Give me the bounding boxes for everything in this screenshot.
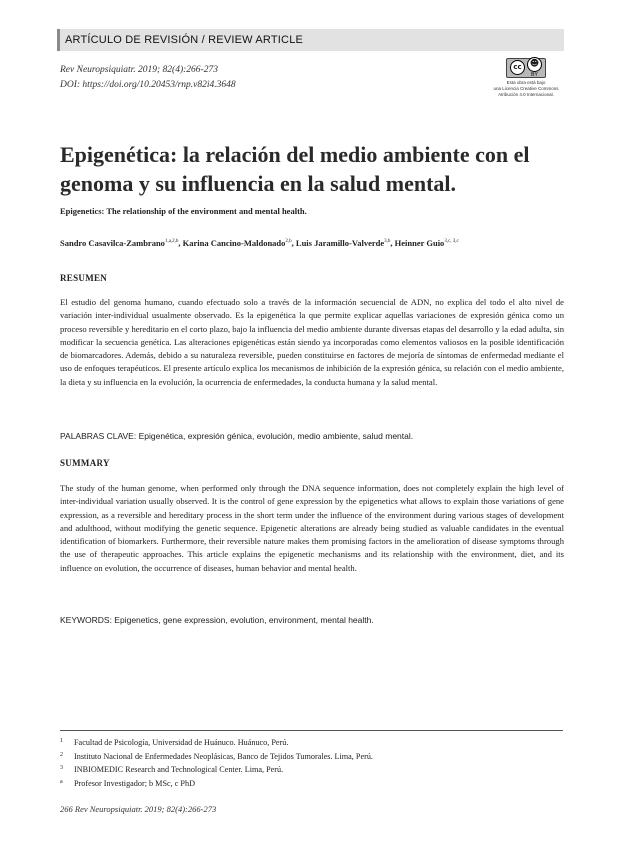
author-name: Karina Cancino-Maldonado xyxy=(182,237,286,248)
footnote-marker: 2 xyxy=(60,751,63,758)
author-4 xyxy=(395,238,459,248)
resumen-heading: RESUMEN xyxy=(60,273,108,283)
footnote-text: Instituto Nacional de Enfermedades Neoplásicas, Banco de Tejidos Tumorales. Lima, Perú. xyxy=(74,751,373,761)
resumen-body: El estudio del genoma humano, cuando efectuado solo a través de la información secuencial de ADN, no explica del todo el alto nivel de variación inter-individual usualmente observado. Es la epigenética la que permite explicar aquellas variaciones de expresión génica como un proceso reversible y hereditario en el corto plazo, bajo la influencia del medio ambiente durante diversas etapas del desarrollo y la edad adulta, sin modificar la secuencia genética. Las alteraciones epigenéticas están siendo ya incorporadas como elementos valiosos en la posible identificación de biomarcadores. Además, debido a su naturaleza reversible, pueden constituirse en factores de mejoría de síntomas de enfermedad mediante el uso de enfoques terapéuticos. El presente artículo explica los mecanismos de inhibición de la expresión génica, su relación con el medio ambiente, la dieta y su influencia en la evolución, la ocurrencia de enfermedades, la conducta humana y la salud mental. xyxy=(60,297,564,387)
footnote-item xyxy=(60,750,564,764)
author-name: Sandro Casavilca-Zambrano xyxy=(60,237,165,248)
author-separator: , xyxy=(390,237,395,248)
author-list xyxy=(60,234,570,251)
author-affiliation: 2,b xyxy=(285,239,292,244)
footnote-divider xyxy=(60,730,563,731)
author-2 xyxy=(183,238,296,248)
doi-link[interactable]: DOI: https://doi.org/10.20453/rnp.v82i4.3648 xyxy=(60,80,236,90)
cc-by-badge[interactable] xyxy=(506,58,546,78)
license-line-1: Esta obra está bajo xyxy=(506,79,546,85)
page-footer: 266 Rev Neuropsiquiatr. 2019; 82(4):266-273 xyxy=(60,804,217,814)
license-line-2[interactable]: una Licencia Creative Commons xyxy=(493,85,559,91)
footnote-text: INBIOMEDIC Research and Technological Center. Lima, Perú. xyxy=(74,765,284,774)
footnote-marker: a xyxy=(60,778,63,785)
author-1 xyxy=(60,238,183,248)
journal-citation: Rev Neuropsiquiatr. 2019; 82(4):266-273 xyxy=(60,65,218,75)
citation-block xyxy=(60,63,236,93)
author-affiliation: 1,a,2,b xyxy=(164,239,179,244)
section-label: ARTÍCULO DE REVISIÓN / REVIEW ARTICLE xyxy=(57,29,564,51)
author-affiliation: 3,c, 3,c xyxy=(444,239,459,244)
license-text xyxy=(486,80,566,98)
footnote-text: Profesor Investigador; b MSc, c PhD xyxy=(74,778,195,788)
footnote-item xyxy=(60,763,564,777)
attribution-person-icon: ☻ xyxy=(527,57,542,72)
license-line-3: Atribución 4.0 Internacional. xyxy=(498,91,554,97)
english-title: Epigenetics: The relationship of the environment and mental health. xyxy=(60,206,307,216)
footnote-item xyxy=(60,736,564,750)
author-affiliation: 3,b xyxy=(384,239,391,244)
author-name: Heinner Guio xyxy=(394,237,445,248)
footnote-marker: 1 xyxy=(60,738,63,744)
footnote-text: Facultad de Psicología, Universidad de Huánuco. Huánuco, Perú. xyxy=(74,738,289,747)
attribution-icon-group xyxy=(527,57,542,78)
article-title: Epigenética: la relación del medio ambiente con el genoma y su influencia en la salud mental. xyxy=(60,142,530,196)
creative-commons-icon: cc xyxy=(510,60,525,75)
footnote-item xyxy=(60,777,564,791)
badge-by-label: BY xyxy=(531,72,538,78)
summary-heading: SUMMARY xyxy=(60,458,110,468)
footnotes-list xyxy=(60,736,564,790)
license-block xyxy=(486,56,566,98)
footnote-marker: 3 xyxy=(60,765,63,771)
author-name: Luis Jaramillo-Valverde xyxy=(295,237,385,248)
author-separator: , xyxy=(178,237,183,248)
author-separator: , xyxy=(291,237,296,248)
keywords: KEYWORDS: Epigenetics, gene expression, evolution, environment, mental health. xyxy=(60,615,374,625)
summary-body: The study of the human genome, when performed only through the DNA sequence information, does not completely explain the high level of inter-individual variation usually observed. It is the control of gene expression by the epigenetics what allows to explain those variations of gene expression, as a reversible and hereditary process in the short term under the influence of the environment during various stages of development and adulthood, without modifying the genetic sequence. Epigenetic alterations are already being studied as valuable candidates in the eventual identification of biomarkers. Furthermore, their reversible nature makes them promising factors in the amelioration of disease symptoms through the use of therapeutic approaches. This article explains the epigenetic mechanisms and its relationship with the environment, diet, and its influence on evolution, the occurrence of diseases, human behavior and mental health. xyxy=(60,483,564,573)
palabras-clave: PALABRAS CLAVE: Epigenética, expresión génica, evolución, medio ambiente, salud mental. xyxy=(60,431,414,441)
author-3 xyxy=(296,238,395,248)
